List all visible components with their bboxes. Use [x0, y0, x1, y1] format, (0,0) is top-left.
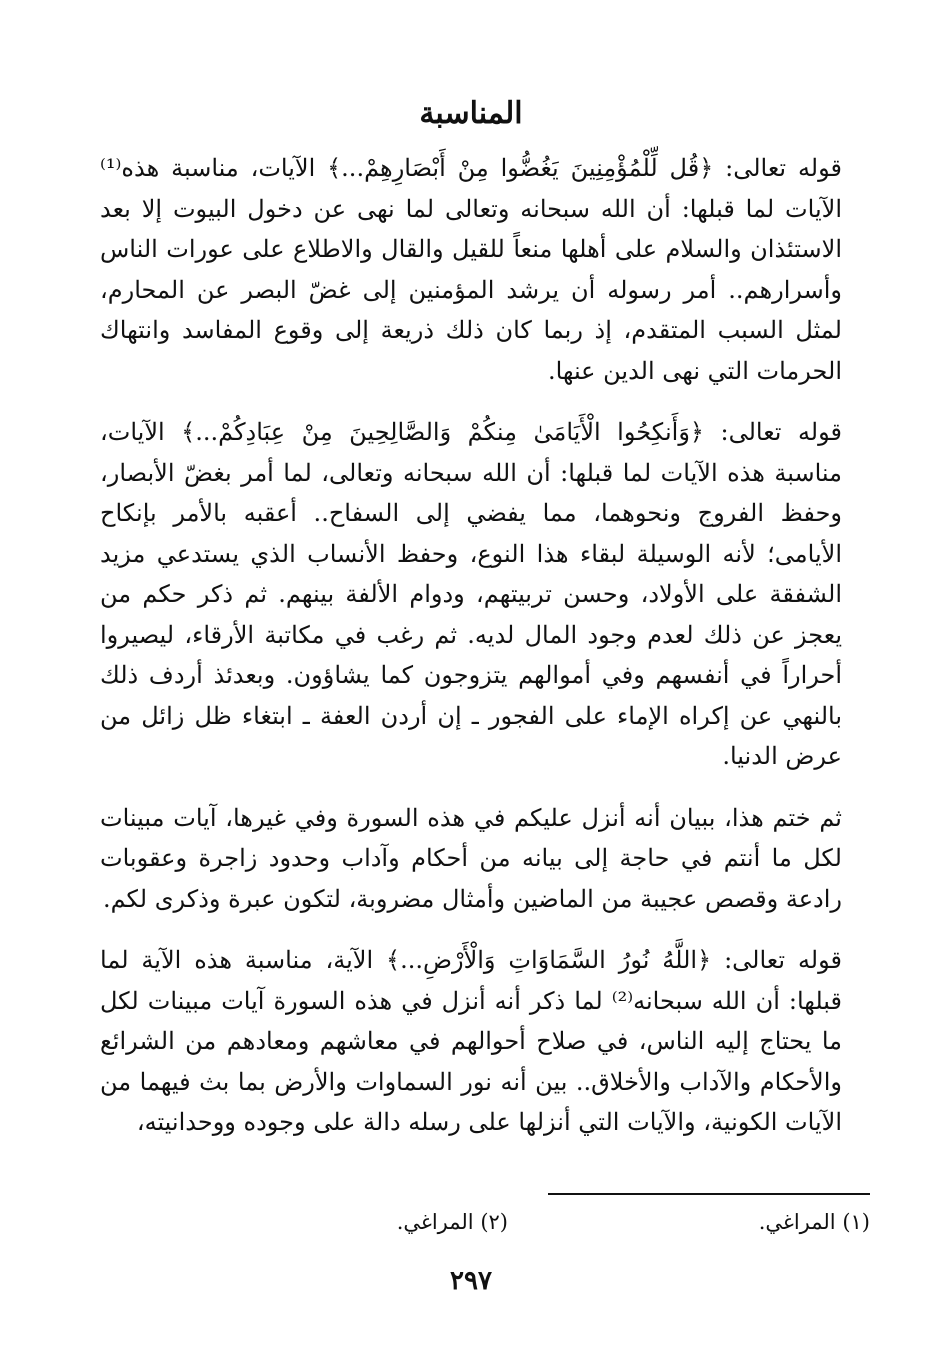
- body-text: [100, 148, 842, 1143]
- paragraph-3: ثم ختم هذا، ببيان أنه أنزل عليكم في هذه السورة وفي غيرها، آيات مبينات لكل ما أنتم في حاجة إلى بيانه من أحكام وآداب وحدود زاجرة وعقوبات رادعة وقصص عجيبة من الماضين وأمثال مضروبة، لتكون عبرة وذكرى لكم.: [100, 803, 842, 913]
- paragraph-4: قوله تعالى: ﴿اللَّهُ نُورُ السَّمَاوَاتِ وَالْأَرْضِ...﴾ الآية، مناسبة هذه الآية لما قبلها: أن الله سبحانه⁽²⁾ لما ذكر أنه أنزل في هذه السورة آيات مبينات لكل ما يحتاج إليه الناس، في صلاح أحوالهم في معاشهم ومعادهم من الشرائع والأحكام والآداب والأخلاق.. بين أنه نور السماوات والأرض بما بث فيهما من الآيات الكونية، والآيات التي أنزلها على رسله دالة على وجوده ووحدانيته،: [100, 946, 842, 1136]
- footnote-divider: [548, 1193, 870, 1195]
- paragraph-2: قوله تعالى: ﴿وَأَنكِحُوا الْأَيَامَىٰ مِنكُمْ وَالصَّالِحِينَ مِنْ عِبَادِكُمْ...﴾ الآيات، مناسبة هذه الآيات لما قبلها: أن الله سبحانه وتعالى، لما أمر بغضّ الأبصار، وحفظ الفروج ونحوهما، مما يفضي إلى السفاح.. أعقبه بالأمر بإنكاح الأيامى؛ لأنه الوسيلة لبقاء هذا النوع، وحفظ الأنساب الذي يستدعي مزيد الشفقة على الأولاد، وحسن تربيتهم، ودوام الألفة بينهم. ثم ذكر حكم من يعجز عن ذلك لعدم وجود المال لديه. ثم رغب في مكاتبة الأرقاء، ليصيروا أحراراً في أنفسهم وفي أموالهم يتزوجون كما يشاؤون. وبعدئذ أردف ذلك بالنهي عن إكراه الإماء على الفجور ـ إن أردن العفة ـ ابتغاء ظل زائل من عرض الدنيا.: [100, 418, 843, 770]
- footnote-2: (٢) المراغي.: [396, 1210, 508, 1234]
- page-title: المناسبة: [419, 96, 523, 131]
- footnote-1: (١) المراغي.: [758, 1210, 870, 1234]
- page-number: ٢٩٧: [450, 1266, 492, 1296]
- paragraph-1: قوله تعالى: ﴿قُل لِّلْمُؤْمِنِينَ يَغُضُّوا مِنْ أَبْصَارِهِمْ...﴾ الآيات، مناسبة هذه⁽¹⁾ الآيات لما قبلها: أن الله سبحانه وتعالى لما نهى عن دخول البيوت إلا بعد الاستئذان والسلام على أهلها منعاً للقيل والقال والاطلاع على عورات الناس وأسرارهم.. أمر رسوله أن يرشد المؤمنين إلى غضّ البصر عن المحارم، لمثل السبب المتقدم، إذ ربما كان ذلك ذريعة إلى وقوع المفاسد وانتهاك الحرمات التي نهى الدين عنها.: [100, 154, 843, 385]
